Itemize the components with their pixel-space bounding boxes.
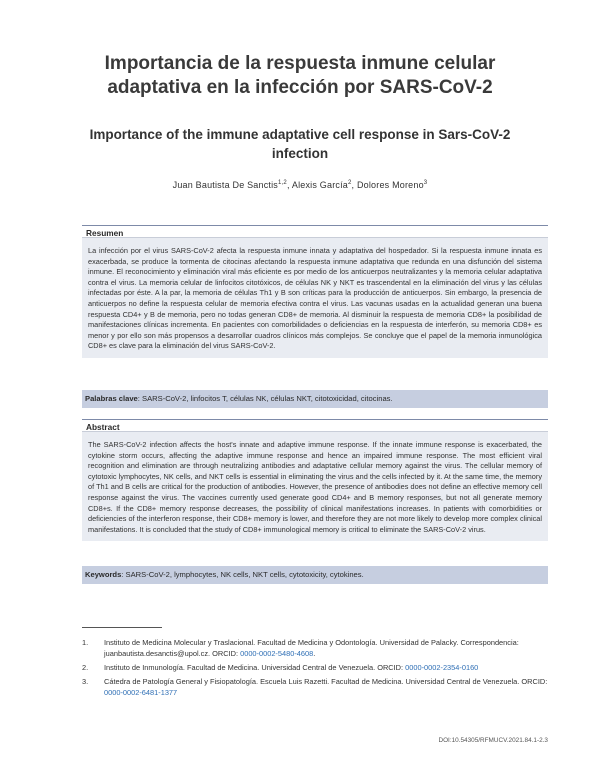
palabras-clave-text: SARS-CoV-2, linfocitos T, células NK, células NKT, citotoxicidad, citocinas. (142, 394, 393, 403)
resumen-heading: Resumen (82, 226, 548, 238)
author-1: Juan Bautista De Sanctis (172, 180, 279, 190)
keywords-label: Keywords (85, 570, 122, 579)
resumen-text: La infección por el virus SARS-CoV-2 afecta la respuesta inmune innata y adaptativa del hospedador. Si la respuesta inmune innata es exacerbada, se produce la tormenta de citocinas afectando la respuesta inmune adaptativa que redunda en una disfunción del sistema inmune. El reconocimiento y eliminación viral más eficiente es por medio de los anticuerpos neutralizantes y la memoria celular adaptativa contra el virus. La memoria celular de linfocitos citotóxicos, de células NK y NKT es trascendental en la eliminación del virus y las células infectadas por éste. A la par, la memoria de células Th1 y B son críticas para la producción de anticuerpos. Sin embargo, la presencia de anticuerpos no define la respuesta celular de memoria efectiva contra el virus. Las vacunas usadas en la actualidad generan una buena respuesta CD4+ y B de memoria, pero no todas generan CD8+ de memoria. Al disminuir la respuesta de memoria CD8+ la posibilidad de manifestaciones clínicas incrementa. En pacientes con comorbilidades o deficiencias en la respuesta de interferón, su memoria CD8+ es menor y por ello son más propensos a desarrollar cuadros clínicos más complejos. Se concluye que el papel de la memoria inmunológica CD8+ es clave para la eliminación del virus SARS-CoV-2. (88, 246, 542, 351)
palabras-clave-bar: Palabras clave: SARS-CoV-2, linfocitos T, células NK, células NKT, citotoxicidad, citocinas. (82, 390, 548, 408)
author-1-affiliation: 1,2 (278, 180, 287, 186)
footnote-3-number: 3. (82, 677, 89, 686)
footnote-list (82, 637, 548, 701)
footnote-2-number: 2. (82, 663, 89, 672)
keywords-text: SARS-CoV-2, lymphocytes, NK cells, NKT cells, cytotoxicity, cytokines. (125, 570, 364, 579)
keywords-bar: Keywords: SARS-CoV-2, lymphocytes, NK cells, NKT cells, cytotoxicity, cytokines. (82, 566, 548, 584)
footnote-divider (82, 627, 162, 628)
abstract-box (82, 419, 548, 541)
footnote-2-orcid-link[interactable]: 0000-0002-2354-0160 (405, 663, 479, 672)
footnote-3-text: Cátedra de Patología General y Fisiopatología. Escuela Luis Razetti. Facultad de Medicina. Universidad Central de Venezuela. ORCID: (104, 677, 548, 686)
author-3: Dolores Moreno (356, 180, 424, 190)
title-spanish: Importancia de la respuesta inmune celular adaptativa en la infección por SARS-CoV-2 (104, 53, 496, 98)
author-3-affiliation: 3 (423, 180, 428, 186)
footnote-1-tail: . (313, 649, 316, 658)
author-2: Alexis García (291, 180, 348, 190)
doi-text[interactable]: DOI:10.54305/RFMUCV.2021.84.1-2.3 (438, 737, 548, 744)
footnote-3-orcid-link[interactable]: 0000-0002-6481-1377 (104, 688, 178, 697)
resumen-box (82, 225, 548, 358)
palabras-clave-label: Palabras clave (85, 394, 138, 403)
author-2-affiliation: 2 (348, 180, 352, 186)
footnote-1 (82, 637, 548, 659)
footnote-2-text: Instituto de Inmunología. Facultad de Medicina. Universidad Central de Venezuela. ORCID: (104, 663, 406, 672)
footnote-1-number: 1. (82, 638, 89, 647)
footnote-1-text: Instituto de Medicina Molecular y Traslacional. Facultad de Medicina y Odontología. Universidad de Palacky. Correspondencia: juanbautista.desanctis@upol.cz. ORCID: (104, 638, 519, 658)
footnote-1-orcid-link[interactable]: 0000-0002-5480-4608 (240, 649, 314, 658)
abstract-text: The SARS-CoV-2 infection affects the host's innate and adaptive immune response. If the innate immune response is exacerbated, the cytokine storm occurs, affecting the adaptive immune response and hence an impaired immune response. The most efficient viral recognition and elimination are through neutralizing antibodies and adaptative cellular memory against the virus. The cellular memory of cytotoxic lymphocytes, NK cells, and NKT cells is essential in eliminating the virus and the cells infected by it. At the same time, the memory of Th1 and B cells are critical for the production of antibodies. However, the presence of antibodies does not define an effective memory cell response against the virus. The vaccines currently used generate good CD4+ and B memory responses, but not all generate memory CD8+s. If the CD8+ memory response decreases, the possibility of clinical manifestations increases. In patients with comorbidities or deficiencies of the interferon response, their CD8+ memory is lower, and therefore they are not more likely to develop more complex clinical manifestations. It is concluded that the study of CD8+ immunological memory is critical to eliminate the SARS-CoV-2 virus. (88, 440, 542, 534)
footnote-2 (82, 662, 548, 673)
footnote-3 (82, 676, 548, 698)
abstract-heading: Abstract (82, 420, 548, 432)
title-english: Importance of the immune adaptative cell response in Sars-CoV-2 infection (89, 127, 511, 161)
author-list: Juan Bautista De Sanctis$^{1,2}$, Alexis García$^2$, Dolores Moreno$^3$ (172, 180, 428, 190)
